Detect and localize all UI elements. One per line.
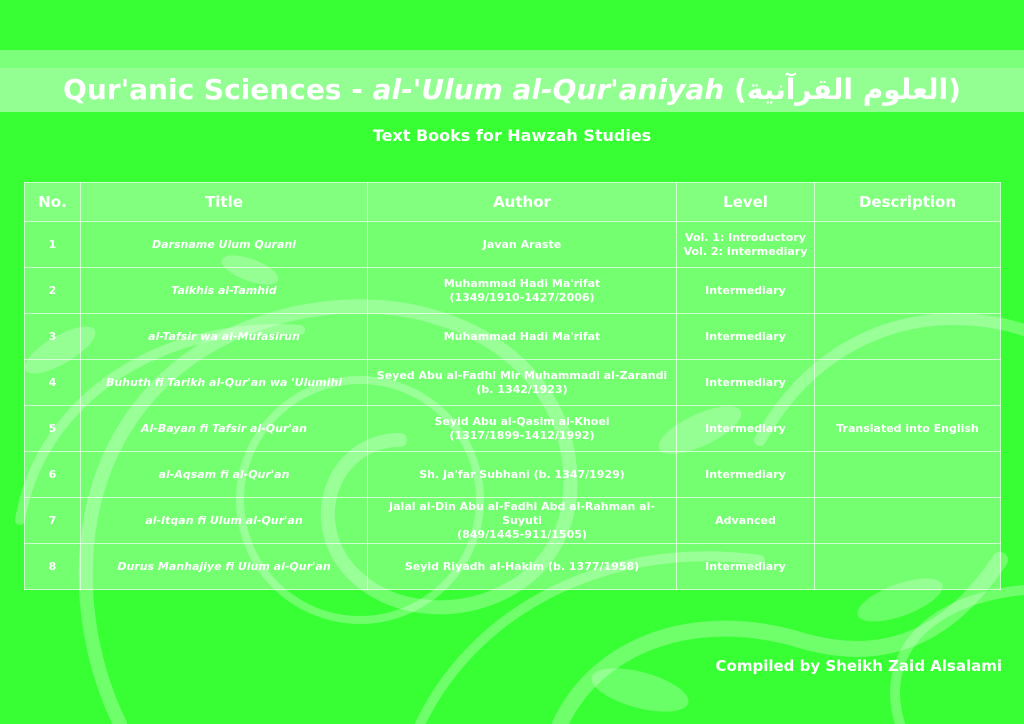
cell-level: Advanced: [677, 498, 815, 544]
table-row: [25, 314, 1001, 360]
cell-description: [815, 360, 1001, 406]
cell-no: 4: [25, 360, 81, 406]
cell-no: 8: [25, 544, 81, 590]
cell-level: Intermediary: [677, 268, 815, 314]
header-level: Level: [677, 183, 815, 222]
cell-no: 2: [25, 268, 81, 314]
table-row: [25, 406, 1001, 452]
cell-author: Muhammad Hadi Ma'rifat (1349/1910-1427/2006): [368, 268, 677, 314]
table-row: [25, 498, 1001, 544]
cell-author: Seyed Abu al-Fadhl Mir Muhammadi al-Zarandi (b. 1342/1923): [368, 360, 677, 406]
cell-author: Javan Araste: [368, 222, 677, 268]
cell-no: 6: [25, 452, 81, 498]
cell-description: [815, 222, 1001, 268]
cell-author: Seyid Abu al-Qasim al-Khoei (1317/1899-1412/1992): [368, 406, 677, 452]
cell-level: Intermediary: [677, 544, 815, 590]
compiler-credit: Compiled by Sheikh Zaid Alsalami: [715, 657, 1002, 675]
header-title: Title: [81, 183, 368, 222]
title-arabic: (العلوم القرآنية): [724, 73, 961, 106]
textbooks-table: [24, 182, 1001, 590]
header-author: Author: [368, 183, 677, 222]
title-transliteration: al-'Ulum al-Qur'aniyah: [372, 73, 725, 106]
table-row: [25, 360, 1001, 406]
page-subtitle: Text Books for Hawzah Studies: [372, 126, 652, 145]
cell-author: Jalal al-Din Abu al-Fadhl Abd al-Rahman al-Suyuti (849/1445-911/1505): [368, 498, 677, 544]
cell-title: al-Itqan fi Ulum al-Qur'an: [81, 498, 368, 544]
cell-author: Muhammad Hadi Ma'rifat: [368, 314, 677, 360]
header-no: No.: [25, 183, 81, 222]
title-separator: -: [341, 73, 373, 106]
cell-title: al-Tafsir wa al-Mufasirun: [81, 314, 368, 360]
cell-title: Buhuth fi Tarikh al-Qur'an wa 'Ulumihi: [81, 360, 368, 406]
table-header-row: [25, 183, 1001, 222]
cell-level: Vol. 1: Introductory Vol. 2: Intermediary: [677, 222, 815, 268]
title-main: Qur'anic Sciences: [63, 73, 342, 106]
cell-author: Sh. Ja'far Subhani (b. 1347/1929): [368, 452, 677, 498]
cell-description: [815, 452, 1001, 498]
table-row: [25, 268, 1001, 314]
table-row: [25, 452, 1001, 498]
table-row: [25, 544, 1001, 590]
cell-description: Translated into English: [815, 406, 1001, 452]
page-title: [0, 70, 1024, 110]
cell-description: [815, 314, 1001, 360]
cell-level: Intermediary: [677, 406, 815, 452]
cell-level: Intermediary: [677, 314, 815, 360]
cell-level: Intermediary: [677, 452, 815, 498]
cell-title: Durus Manhajiye fi Ulum al-Qur'an: [81, 544, 368, 590]
cell-title: Al-Bayan fi Tafsir al-Qur'an: [81, 406, 368, 452]
cell-title: Talkhis al-Tamhid: [81, 268, 368, 314]
cell-title: al-Aqsam fi al-Qur'an: [81, 452, 368, 498]
cell-no: 5: [25, 406, 81, 452]
cell-no: 7: [25, 498, 81, 544]
cell-description: [815, 498, 1001, 544]
cell-title: Darsname Ulum Qurani: [81, 222, 368, 268]
cell-description: [815, 544, 1001, 590]
header-description: Description: [815, 183, 1001, 222]
cell-no: 1: [25, 222, 81, 268]
cell-author: Seyid Riyadh al-Hakim (b. 1377/1958): [368, 544, 677, 590]
cell-no: 3: [25, 314, 81, 360]
cell-level: Intermediary: [677, 360, 815, 406]
cell-description: [815, 268, 1001, 314]
table-row: [25, 222, 1001, 268]
